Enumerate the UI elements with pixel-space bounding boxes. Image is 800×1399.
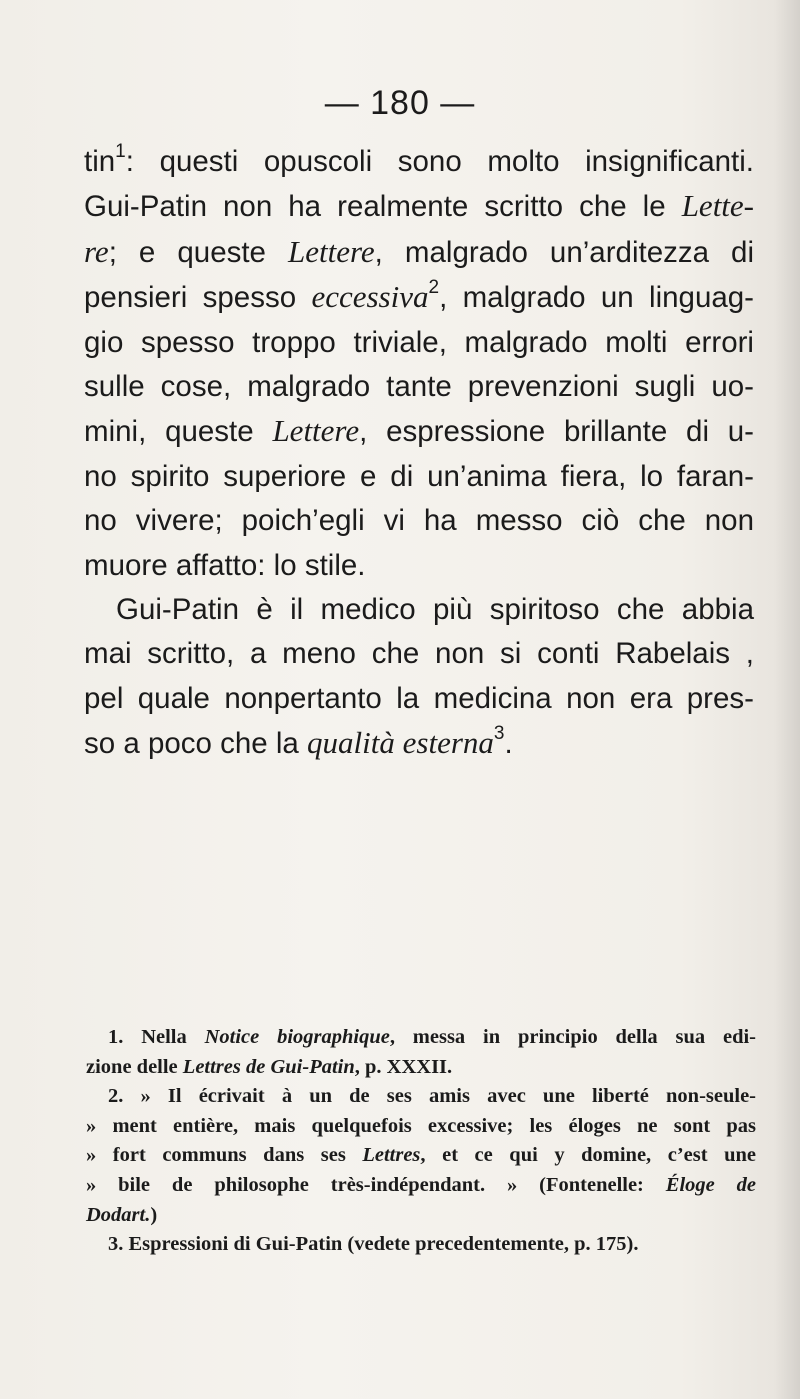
text-line <box>84 140 754 184</box>
footnote-line <box>86 1053 756 1083</box>
page-number: — 180 — <box>324 84 476 122</box>
italic-text: qualità esterna <box>307 725 494 761</box>
text: ) <box>150 1203 158 1226</box>
text-line <box>84 409 754 454</box>
text: 1. Nella <box>108 1026 205 1048</box>
main-text <box>84 140 754 767</box>
italic-text: Notice biographique <box>204 1026 390 1048</box>
text: , malgrado un’arditezza di <box>374 235 755 269</box>
italic-text: Lettere <box>288 233 375 269</box>
text: mini, queste <box>84 415 273 449</box>
text-line: no spirito superiore e di un’anima fiera, lo faran- <box>84 459 754 493</box>
text: , messa in principio della sua edi- <box>389 1026 756 1048</box>
text-line: no vivere; poich’egli vi ha messo ciò che non <box>84 504 754 538</box>
text: , espressione brillante di u- <box>359 415 755 449</box>
italic-text: Lettere <box>272 413 360 449</box>
text-line: sulle cose, malgrado tante prevenzioni sugli uo- <box>84 370 754 404</box>
italic-text: Lettres de Gui-Patin <box>182 1055 355 1078</box>
footnote-line: 3. Espressioni di Gui-Patin (vedete precedentemente, p. 175). <box>108 1233 639 1256</box>
text-line: gio spesso troppo triviale, malgrado molti errori <box>84 325 754 359</box>
italic-text: re <box>84 233 109 269</box>
text: . <box>504 727 513 761</box>
footnotes <box>86 1023 756 1260</box>
footnote-line <box>86 1171 756 1201</box>
footnote-ref: 3 <box>493 723 505 745</box>
text-line <box>84 721 754 766</box>
text-line: pel quale nonpertanto la medicina non era pres- <box>84 681 754 715</box>
paragraph-start-line: Gui-Patin è il medico più spiritoso che abbia <box>116 593 754 627</box>
footnote-line <box>86 1201 756 1231</box>
footnote-ref: 1 <box>115 141 126 163</box>
text: so a poco che la <box>84 727 308 761</box>
footnote-line <box>86 1023 756 1053</box>
italic-text: Lettres <box>362 1144 421 1167</box>
italic-text: eccessiva <box>311 279 429 315</box>
text: ; e queste <box>108 235 288 269</box>
italic-text: Dodart. <box>86 1203 151 1226</box>
text-line <box>84 230 754 275</box>
text-line: muore affatto: lo stile. <box>84 548 366 582</box>
text-line: mai scritto, a meno che non si conti Rabelais , <box>84 637 754 671</box>
text: Gui-Patin non ha realmente scritto che le <box>84 190 682 224</box>
text: : questi opuscoli sono molto insignificanti. <box>125 145 754 178</box>
footnote-line <box>86 1141 756 1171</box>
footnote-line: 2. » Il écrivait à un de ses amis avec une liberté non-seule- <box>108 1085 756 1108</box>
footnote-ref: 2 <box>428 277 440 299</box>
italic-text: Lette- <box>681 188 754 224</box>
page-edge-shadow <box>774 0 800 1399</box>
text: pensieri spesso <box>84 281 312 315</box>
italic-text: Éloge de <box>665 1173 756 1196</box>
text: zione delle <box>86 1055 183 1078</box>
footnote-line: » ment entière, mais quelquefois excessive; les éloges ne sont pas <box>86 1114 756 1137</box>
text: » fort communs dans ses <box>86 1144 363 1167</box>
text: , p. XXXII. <box>354 1055 453 1078</box>
text: , et ce qui y domine, c’est une <box>420 1144 756 1167</box>
text-line <box>84 184 754 229</box>
text: , malgrado un linguag- <box>439 281 755 315</box>
text: » bile de philosophe très-indépendant. » (Fontenelle: <box>86 1173 666 1196</box>
text: tin <box>84 145 116 178</box>
text-line <box>84 275 754 320</box>
